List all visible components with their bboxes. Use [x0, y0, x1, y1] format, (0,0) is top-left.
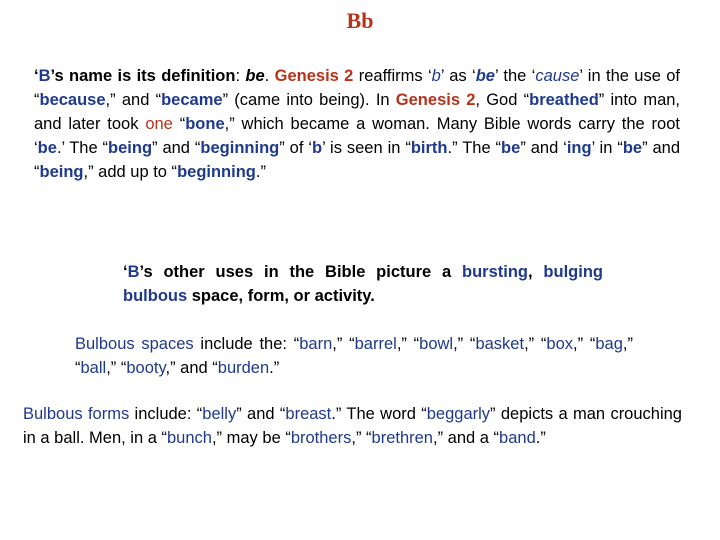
text-span: ’ in the use of “: [34, 67, 681, 109]
text-span: ’ the ‘: [494, 67, 536, 85]
text-span: breast: [285, 405, 332, 423]
text-span: be: [622, 139, 643, 157]
text-span: ‘: [123, 263, 128, 281]
text-span: ,” and a “: [433, 429, 500, 447]
text-span: ,” “: [351, 429, 372, 447]
text-span: being: [108, 139, 153, 157]
text-span: ,” “: [75, 335, 633, 377]
text-span: because: [39, 91, 106, 109]
text-span: ,” “: [396, 335, 420, 353]
text-span: .” The word “: [331, 405, 427, 423]
text-span: ,: [528, 263, 544, 281]
text-span: include: “: [129, 405, 203, 423]
text-span: be: [245, 67, 265, 85]
text-span: .”: [535, 429, 546, 447]
text-span: B: [127, 263, 140, 281]
text-span: Genesis 2: [274, 67, 354, 85]
text-span: ,” “: [524, 335, 547, 353]
text-span: booty: [126, 359, 166, 377]
text-span: ” and “: [236, 405, 286, 423]
text-span: ,” “: [453, 335, 476, 353]
text-span: basket: [475, 335, 525, 353]
text-span: ” depicts a man crouching in a ball. Men, in a “: [23, 405, 682, 447]
text-span: .”: [269, 359, 280, 377]
text-span: b: [311, 139, 323, 157]
text-span: bowl: [419, 335, 454, 353]
text-span: ,” may be “: [211, 429, 291, 447]
text-span: .’ The “: [56, 139, 109, 157]
text-span: became: [161, 91, 223, 109]
text-span: bulging bulbous: [123, 263, 603, 305]
text-span: ” (came into being). In: [222, 91, 396, 109]
text-span: being: [39, 163, 84, 181]
text-span: ,” “: [332, 335, 355, 353]
text-span: belly: [202, 405, 237, 423]
text-span: birth: [410, 139, 448, 157]
text-span: ” and “: [152, 139, 201, 157]
text-span: .” The “: [447, 139, 502, 157]
text-span: be: [37, 139, 57, 157]
text-span: bunch: [167, 429, 212, 447]
text-span: ” into man, and later took: [34, 91, 681, 133]
text-span: ‘: [34, 67, 39, 85]
text-span: brothers: [290, 429, 352, 447]
text-span: ing: [566, 139, 592, 157]
text-span: include the: “: [193, 335, 300, 353]
text-span: be: [475, 67, 495, 85]
text-span: ,” “: [573, 335, 596, 353]
text-span: .: [264, 67, 275, 85]
text-span: , God “: [475, 91, 530, 109]
text-span: bag: [595, 335, 623, 353]
paragraph-bulbous-spaces: [75, 332, 633, 380]
text-span: ,” which became a woman. Many Bible words carry the root ‘: [34, 115, 680, 157]
text-span: reaffirms ‘: [353, 67, 432, 85]
text-span: ” and ‘: [520, 139, 567, 157]
text-span: cause: [535, 67, 580, 85]
text-span: ,” and “: [165, 359, 218, 377]
text-span: ’s other uses in the Bible picture a: [139, 263, 463, 281]
text-span: burden: [217, 359, 270, 377]
text-span: b: [431, 67, 441, 85]
text-span: beginning: [200, 139, 280, 157]
text-span: be: [501, 139, 521, 157]
page-title: Bb: [346, 8, 374, 33]
text-span: ball: [80, 359, 107, 377]
text-span: ,” “: [106, 359, 127, 377]
text-span: brethren: [371, 429, 433, 447]
paragraph-definition: [34, 64, 680, 184]
text-span: ,” add up to “: [83, 163, 178, 181]
text-span: ’ as ‘: [440, 67, 476, 85]
text-span: beginning: [177, 163, 256, 181]
text-span: Bulbous spaces: [75, 335, 194, 353]
text-span: Bulbous forms: [23, 405, 130, 423]
text-span: ,” and “: [105, 91, 162, 109]
paragraph-other-uses: [123, 260, 603, 308]
text-span: ’ in “: [591, 139, 623, 157]
text-span: Genesis 2: [395, 91, 476, 109]
text-span: one: [145, 115, 173, 133]
text-span: band: [499, 429, 536, 447]
text-span: breathed: [529, 91, 599, 109]
text-span: ’ is seen in “: [322, 139, 411, 157]
text-span: “: [172, 115, 186, 133]
text-span: B: [38, 67, 51, 85]
text-span: beggarly: [426, 405, 491, 423]
text-span: ” of ‘: [279, 139, 312, 157]
text-span: box: [546, 335, 574, 353]
text-span: ’s name is its definition: [50, 67, 236, 85]
text-span: barrel: [354, 335, 397, 353]
text-span: barn: [299, 335, 333, 353]
text-span: space, form, or activity.: [187, 287, 375, 305]
paragraph-bulbous-forms: [23, 402, 682, 450]
text-span: .”: [255, 163, 266, 181]
text-span: bone: [185, 115, 225, 133]
text-span: bursting: [462, 263, 529, 281]
text-span: :: [235, 67, 246, 85]
text-span: ” and “: [34, 139, 681, 181]
